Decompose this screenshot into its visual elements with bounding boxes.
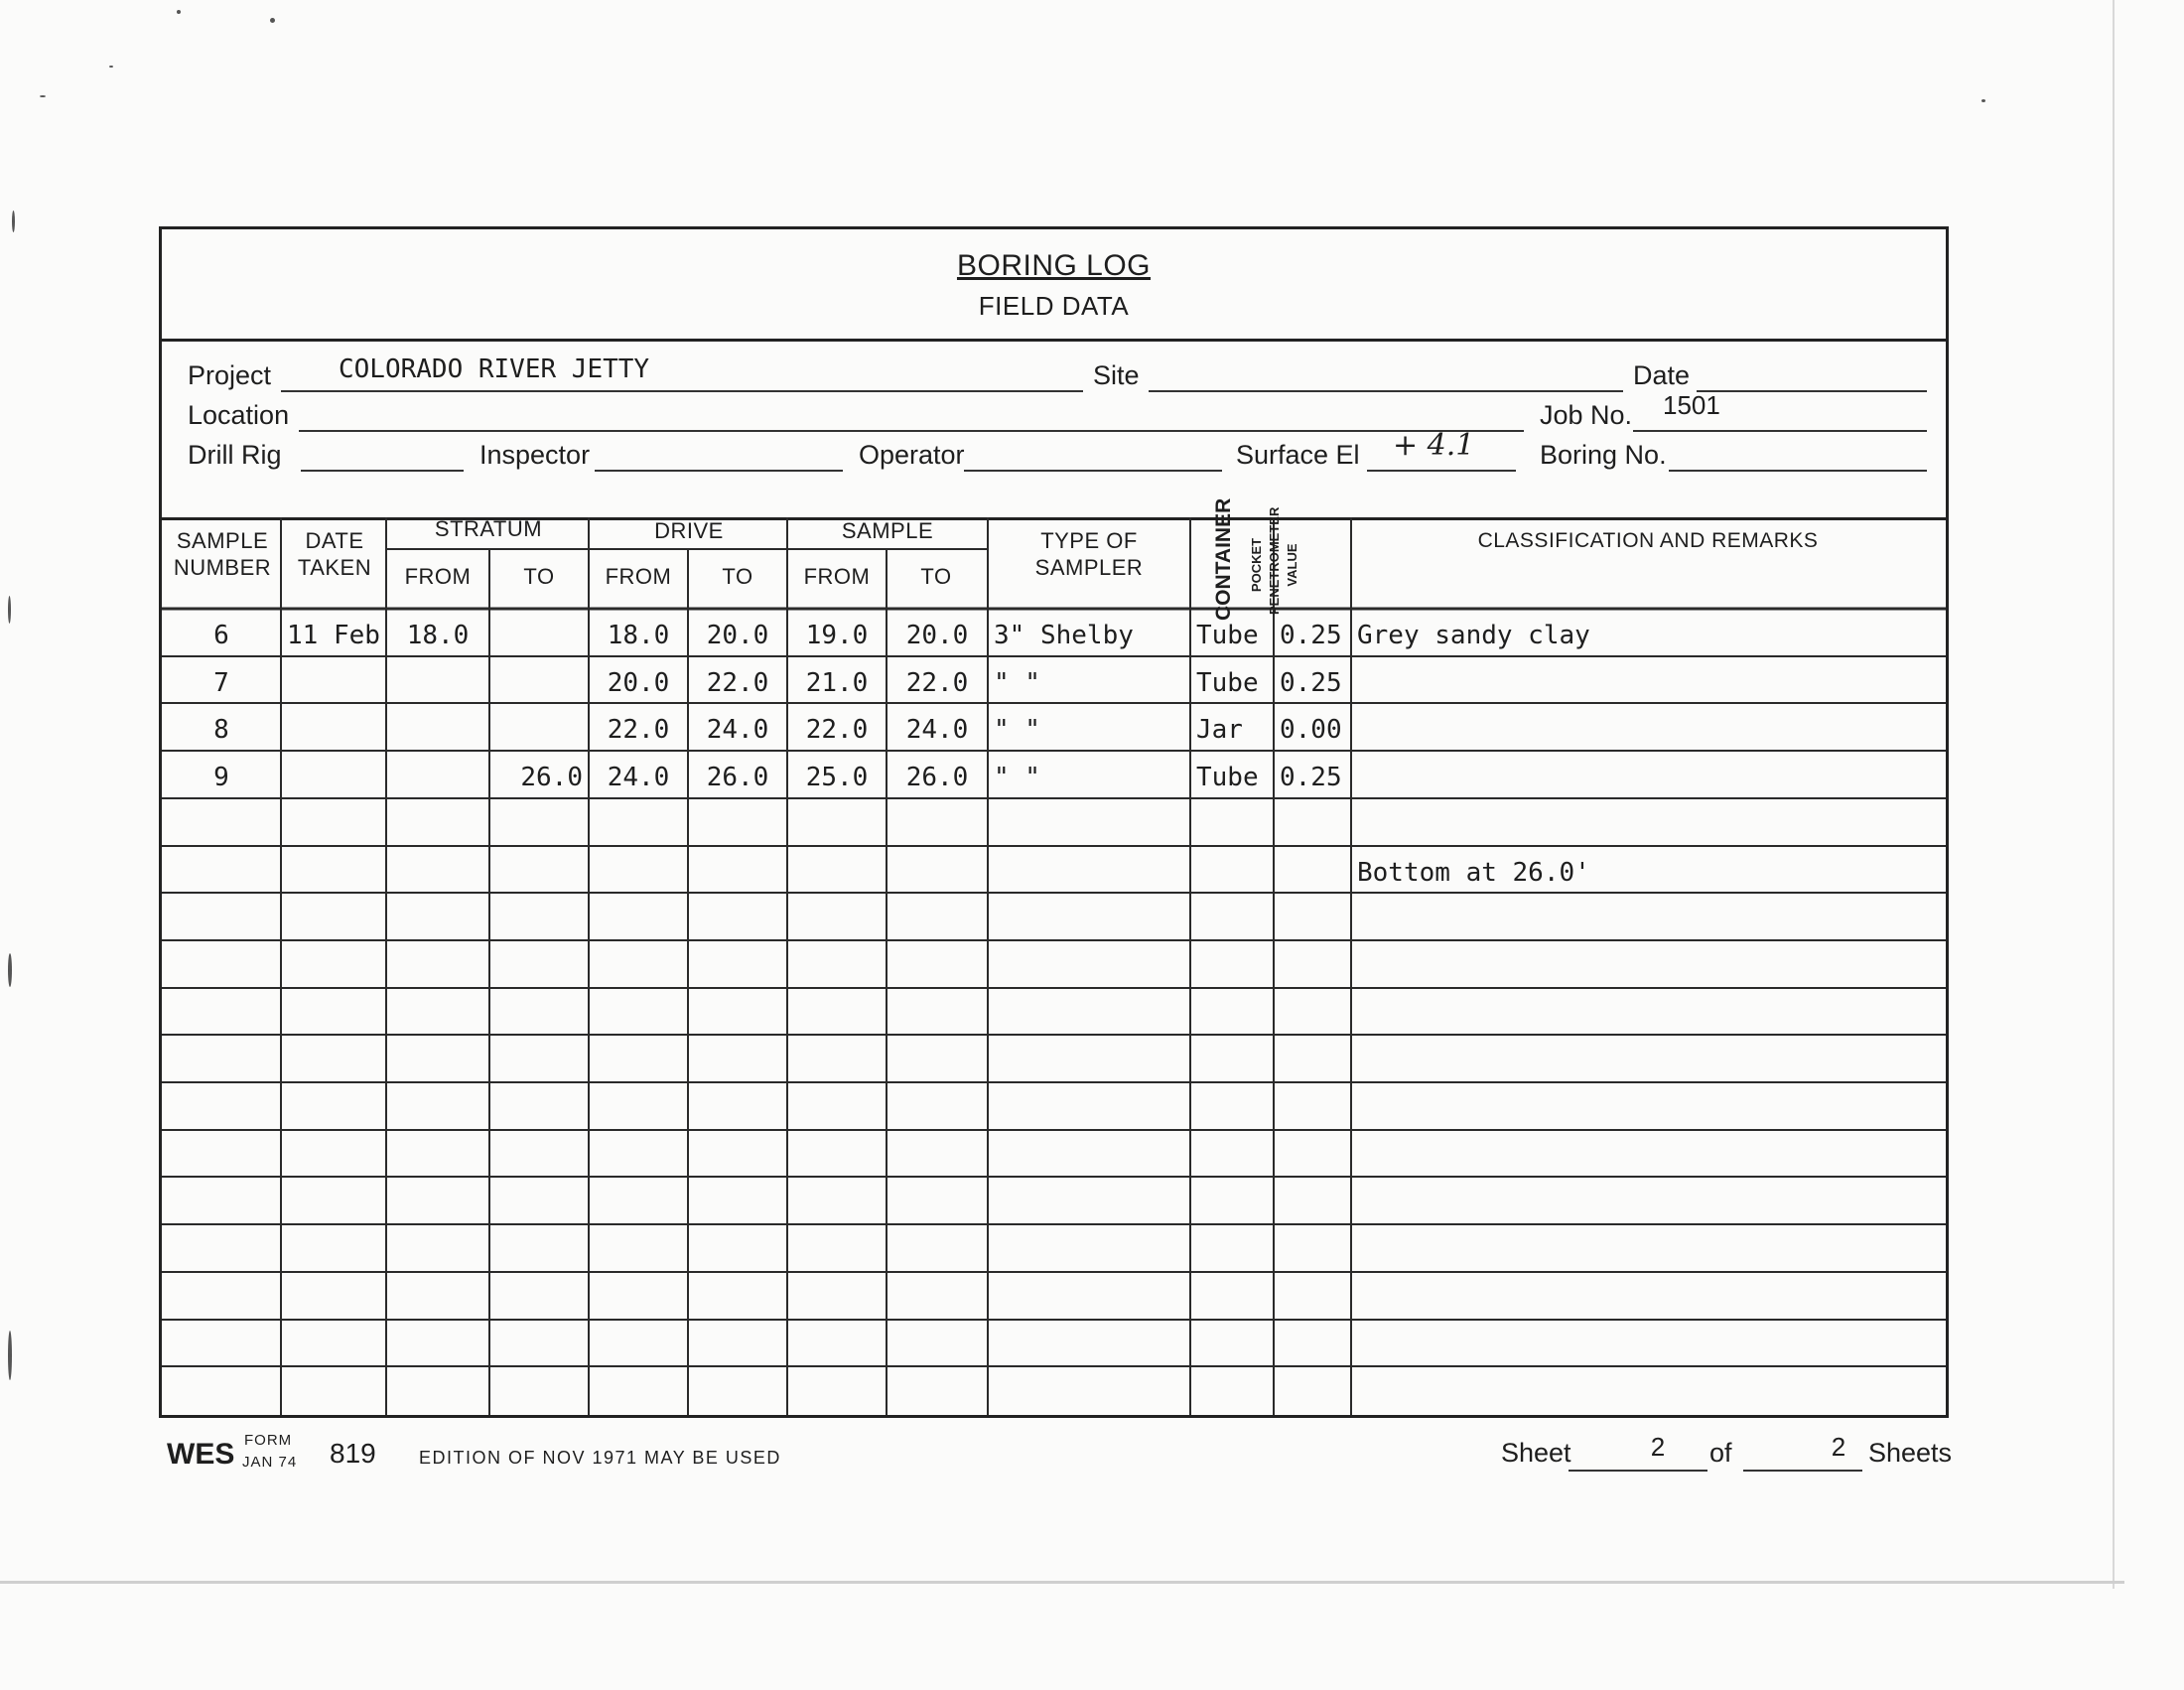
- edition-note: EDITION OF NOV 1971 MAY BE USED: [419, 1448, 781, 1468]
- cell-sample-to[interactable]: 20.0: [905, 621, 969, 650]
- cell-drive-to[interactable]: 26.0: [706, 763, 769, 792]
- cell-container[interactable]: Tube: [1196, 621, 1259, 650]
- table-grid: [162, 229, 1946, 1415]
- cell-remarks[interactable]: Bottom at 26.0': [1357, 858, 1590, 888]
- cell-penetrometer[interactable]: 0.25: [1280, 668, 1342, 698]
- scan-speck: [8, 953, 12, 987]
- cell-sampler[interactable]: 3" Shelby: [994, 621, 1134, 650]
- header-container: CONTAINER: [1212, 497, 1235, 621]
- header-stratum-from: FROM: [404, 564, 472, 589]
- cell-drive-to[interactable]: 24.0: [706, 715, 769, 745]
- form-title: BORING LOG: [956, 249, 1152, 282]
- scan-speck: [40, 95, 46, 97]
- header-stratum: STRATUM: [434, 516, 543, 541]
- project-label: Project: [188, 360, 272, 390]
- job-no-value[interactable]: 1501: [1663, 390, 1720, 420]
- sheet-number[interactable]: 2: [1650, 1432, 1666, 1462]
- cell-container[interactable]: Tube: [1196, 668, 1259, 698]
- header-type-of-sampler: TYPE OF SAMPLER: [1034, 528, 1144, 580]
- site-label: Site: [1093, 360, 1140, 390]
- scan-speck: [8, 1331, 12, 1380]
- form-brand: WES: [167, 1438, 235, 1471]
- cell-sample-from[interactable]: 25.0: [805, 763, 869, 792]
- scan-speck: [109, 66, 113, 68]
- cell-drive-from[interactable]: 18.0: [607, 621, 670, 650]
- form-date: JAN 74: [242, 1454, 298, 1471]
- cell-drive-to[interactable]: 20.0: [706, 621, 769, 650]
- header-drive: DRIVE: [654, 518, 724, 543]
- sheet-number-line: [1569, 1470, 1707, 1472]
- boring-no-label: Boring No.: [1540, 440, 1667, 470]
- date-label: Date: [1633, 360, 1691, 390]
- cell-container[interactable]: Jar: [1196, 715, 1243, 745]
- cell-penetrometer[interactable]: 0.00: [1280, 715, 1342, 745]
- sheet-label: Sheet: [1501, 1438, 1571, 1468]
- cell-sample-number[interactable]: 8: [213, 715, 229, 745]
- cell-sample-number[interactable]: 6: [213, 621, 229, 650]
- cell-penetrometer[interactable]: 0.25: [1280, 763, 1342, 792]
- cell-sample-number[interactable]: 9: [213, 763, 229, 792]
- operator-label: Operator: [859, 440, 965, 470]
- boring-log-form: [159, 226, 1949, 1418]
- cell-drive-to[interactable]: 22.0: [706, 668, 769, 698]
- header-drive-to: TO: [722, 564, 753, 589]
- cell-container[interactable]: Tube: [1196, 763, 1259, 792]
- inspector-label: Inspector: [479, 440, 591, 470]
- header-sample: SAMPLE: [841, 518, 934, 543]
- location-label: Location: [188, 400, 290, 430]
- sheet-total-line: [1743, 1470, 1862, 1472]
- scan-speck: [1981, 99, 1985, 102]
- cell-drive-from[interactable]: 24.0: [607, 763, 670, 792]
- form-number: 819: [330, 1438, 376, 1469]
- of-label: of: [1709, 1438, 1732, 1468]
- scan-edge: [2113, 0, 2115, 1589]
- header-classification-remarks: CLASSIFICATION AND REMARKS: [1477, 529, 1819, 552]
- scan-edge: [0, 1581, 2124, 1584]
- scan-speck: [177, 10, 181, 14]
- cell-sampler[interactable]: " ": [994, 715, 1040, 745]
- header-sample-to: TO: [920, 564, 952, 589]
- header-stratum-to: TO: [523, 564, 555, 589]
- cell-stratum-from[interactable]: 18.0: [406, 621, 470, 650]
- project-value[interactable]: COLORADO RIVER JETTY: [339, 354, 650, 384]
- sheet-total[interactable]: 2: [1831, 1432, 1846, 1462]
- header-date-taken: DATE TAKEN: [297, 528, 372, 580]
- cell-date-taken[interactable]: 11 Feb: [287, 621, 380, 650]
- scan-speck: [270, 18, 275, 23]
- cell-sampler[interactable]: " ": [994, 763, 1040, 792]
- sheets-label: Sheets: [1868, 1438, 1953, 1468]
- header-sample-number: SAMPLE NUMBER: [173, 528, 272, 580]
- cell-sample-from[interactable]: 21.0: [805, 668, 869, 698]
- cell-drive-from[interactable]: 20.0: [607, 668, 670, 698]
- cell-sample-to[interactable]: 26.0: [905, 763, 969, 792]
- cell-sample-to[interactable]: 24.0: [905, 715, 969, 745]
- scan-speck: [12, 211, 15, 232]
- job-no-label: Job No.: [1540, 400, 1633, 430]
- surface-el-label: Surface El: [1236, 440, 1360, 470]
- cell-sample-to[interactable]: 22.0: [905, 668, 969, 698]
- drill-rig-label: Drill Rig: [188, 440, 282, 470]
- cell-remarks[interactable]: Grey sandy clay: [1357, 621, 1590, 650]
- form-footer: [159, 1430, 1956, 1489]
- cell-stratum-to[interactable]: 26.0: [520, 763, 583, 792]
- header-sample-from: FROM: [803, 564, 871, 589]
- cell-penetrometer[interactable]: 0.25: [1280, 621, 1342, 650]
- form-label: FORM: [244, 1432, 293, 1449]
- form-subtitle: FIELD DATA: [978, 291, 1130, 321]
- scan-speck: [8, 596, 11, 624]
- cell-sample-from[interactable]: 19.0: [805, 621, 869, 650]
- header-drive-from: FROM: [605, 564, 672, 589]
- cell-sampler[interactable]: " ": [994, 668, 1040, 698]
- cell-sample-from[interactable]: 22.0: [805, 715, 869, 745]
- surface-el-value[interactable]: + 4.1: [1393, 428, 1475, 463]
- cell-drive-from[interactable]: 22.0: [607, 715, 670, 745]
- cell-sample-number[interactable]: 7: [213, 668, 229, 698]
- header-pocket-penetrometer-value: POCKET PENETROMETER VALUE: [1249, 506, 1299, 615]
